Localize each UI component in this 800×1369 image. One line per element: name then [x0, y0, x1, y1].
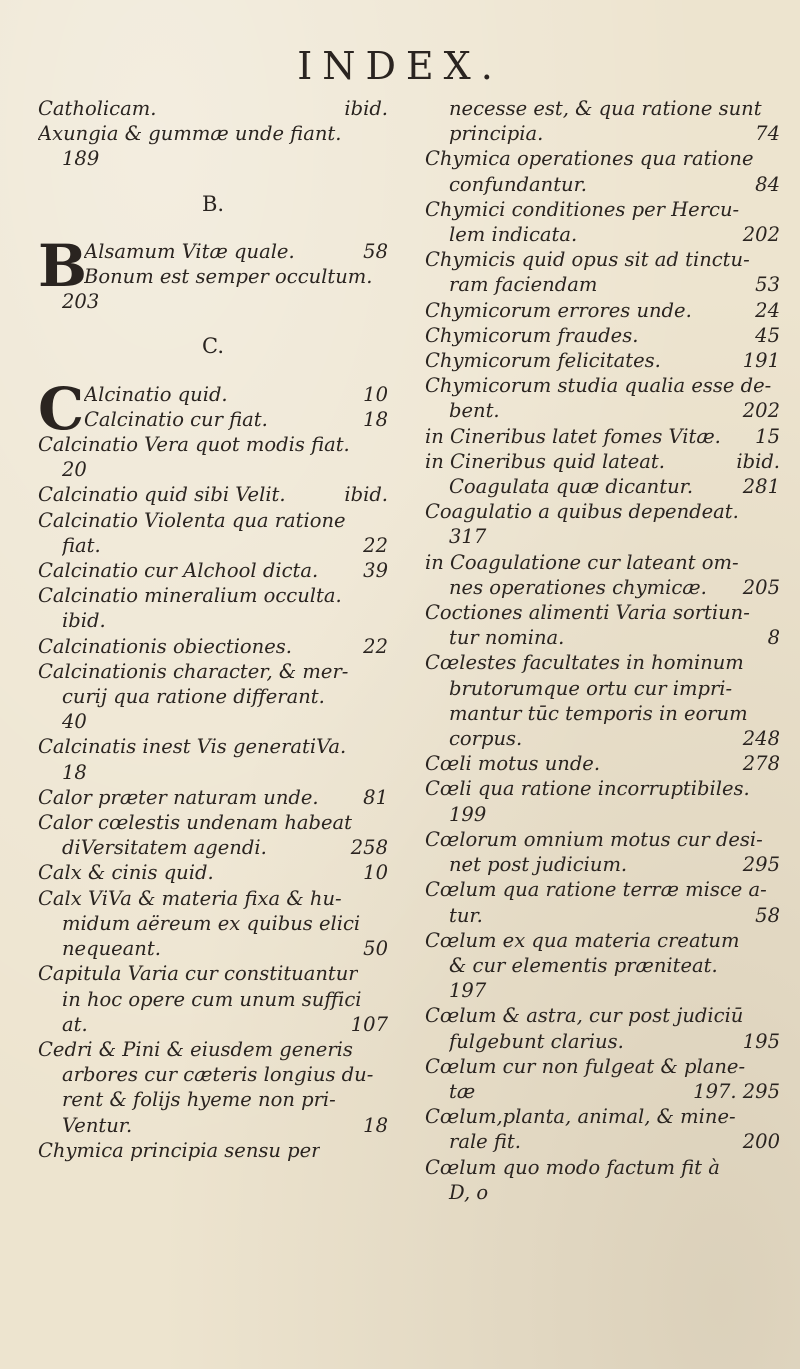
entry-text: rent & folijs hyeme non pri- — [62, 1088, 336, 1112]
index-entry — [425, 449, 780, 474]
index-entry — [425, 600, 780, 625]
entry-page — [382, 911, 388, 936]
index-entry — [425, 1104, 780, 1129]
entry-page — [382, 886, 388, 911]
entry-text: Alsamum Vitæ quale. — [84, 239, 295, 263]
index-entry — [38, 1113, 388, 1138]
entry-text: Chymica principia sensu per — [38, 1138, 321, 1162]
entry-page: 24 — [755, 298, 780, 322]
entry-text: Chymicorum errores unde. — [425, 298, 692, 322]
entry-text: curij qua ratione differant. — [62, 685, 325, 709]
index-entry — [425, 323, 780, 348]
entry-page — [382, 810, 388, 835]
right-column — [425, 96, 780, 1205]
page-title: INDEX. — [297, 44, 503, 88]
index-entry — [425, 1129, 780, 1154]
entry-page — [774, 701, 780, 726]
entry-text: corpus. — [449, 727, 523, 751]
entry-text: confundantur. — [449, 172, 587, 196]
entry-page — [382, 608, 388, 633]
index-entry — [38, 407, 388, 432]
entry-text: Cœlum & astra, cur post judiciū — [425, 1004, 744, 1028]
entry-page: 203 — [62, 290, 100, 314]
index-entry — [38, 987, 388, 1012]
entry-text: Calcinatis inest Vis generatiVa. — [38, 735, 347, 759]
entry-text: in Cineribus quid lateat. — [425, 449, 665, 473]
entry-text: Cœlum cur non fulgeat & plane- — [425, 1054, 746, 1078]
entry-page — [382, 264, 388, 289]
entry-page: 197. 295 — [693, 1079, 780, 1103]
index-entry — [38, 659, 388, 684]
entry-page — [774, 676, 780, 701]
entry-page — [774, 247, 780, 272]
index-entry — [38, 810, 388, 835]
index-entry — [425, 903, 780, 928]
index-entry — [38, 239, 388, 264]
index-entry — [425, 953, 780, 978]
entry-page: 205 — [742, 575, 780, 599]
entry-page: 45 — [755, 323, 780, 347]
index-entry — [425, 96, 780, 121]
index-entry — [425, 1079, 780, 1104]
index-entry — [425, 751, 780, 776]
index-entry — [38, 734, 388, 759]
entry-text: in Coagulatione cur lateant om- — [425, 550, 739, 574]
entry-page — [382, 734, 388, 759]
index-entry — [425, 852, 780, 877]
entry-text: ram faciendam — [449, 273, 598, 297]
index-entry — [425, 726, 780, 751]
index-entry — [425, 348, 780, 373]
entry-page: 191 — [742, 349, 780, 373]
entry-text: Cœlestes facultates in hominum — [425, 651, 744, 675]
index-entry — [425, 827, 780, 852]
entry-page — [382, 659, 388, 684]
index-entry — [38, 911, 388, 936]
entry-text: Cœli motus unde. — [425, 752, 601, 776]
entry-page: 10 — [363, 382, 388, 406]
entry-page — [382, 508, 388, 533]
entry-page: D, o — [449, 1180, 489, 1204]
entry-page: 248 — [742, 727, 780, 751]
index-entry — [425, 1054, 780, 1079]
entry-page — [774, 96, 780, 121]
index-entry — [425, 172, 780, 197]
dropcap-c: C — [38, 374, 85, 443]
entry-page — [774, 953, 780, 978]
entry-page — [774, 499, 780, 524]
index-entry — [38, 760, 388, 785]
entry-text: lem indicata. — [449, 223, 578, 247]
entry-text: Calcinatio quid sibi Velit. — [38, 483, 286, 507]
entry-page: 18 — [363, 407, 388, 431]
entry-text: Alcinatio quid. — [84, 382, 228, 406]
entry-text: at. — [62, 1012, 88, 1036]
entry-page: 15 — [755, 424, 780, 448]
index-entry — [38, 1062, 388, 1087]
index-entry — [38, 608, 388, 633]
index-entry — [38, 835, 388, 860]
index-entry — [38, 146, 388, 171]
entry-page: 18 — [363, 1113, 388, 1137]
entry-page: 40 — [62, 710, 87, 734]
index-entry — [425, 776, 780, 801]
entry-page — [774, 1054, 780, 1079]
entry-page: 84 — [755, 172, 780, 196]
index-entry — [425, 802, 780, 827]
index-entry — [425, 1155, 780, 1180]
entry-text: Cœlorum omnium motus cur desi- — [425, 827, 763, 851]
entry-text: Bonum est semper occultum. — [84, 265, 373, 289]
index-entry — [425, 121, 780, 146]
entry-text: nes operationes chymicæ. — [449, 575, 707, 599]
entry-text: Calcinatio cur Alchool dicta. — [38, 559, 319, 583]
entry-page — [382, 121, 388, 146]
index-entry — [38, 860, 388, 885]
entry-page — [774, 197, 780, 222]
entry-page — [774, 373, 780, 398]
entry-text: Calor cœlestis undenam habeat — [38, 811, 352, 835]
entry-page: 202 — [742, 399, 780, 423]
index-entry — [38, 289, 388, 314]
entry-text: Calx & cinis quid. — [38, 861, 214, 885]
section-c-block — [38, 374, 388, 1163]
index-entry — [38, 1037, 388, 1062]
entry-text: Calcinationis obiectiones. — [38, 634, 292, 658]
index-entry — [425, 978, 780, 1003]
entry-page — [774, 146, 780, 171]
entry-page — [382, 1138, 388, 1163]
index-entry — [425, 575, 780, 600]
entry-text: rale fit. — [449, 1130, 521, 1154]
index-entry — [38, 96, 388, 121]
index-entry — [425, 676, 780, 701]
entry-text: nequeant. — [62, 937, 161, 961]
index-entry — [38, 785, 388, 810]
entry-text: Cœlum qua ratione terræ misce a- — [425, 878, 767, 902]
entry-text: Coagulata quæ dicantur. — [449, 475, 694, 499]
entry-text: Calor præter naturam unde. — [38, 785, 319, 809]
entry-text: tur nomina. — [449, 626, 565, 650]
entry-page: 189 — [62, 147, 100, 171]
entry-page: 10 — [363, 861, 388, 885]
entry-page: 74 — [755, 122, 780, 146]
entry-text: fulgebunt clarius. — [449, 1029, 624, 1053]
entry-page — [382, 987, 388, 1012]
section-b-block — [38, 231, 388, 315]
index-entry — [425, 222, 780, 247]
entry-page: 58 — [755, 903, 780, 927]
entry-text: net post judicium. — [449, 853, 628, 877]
entry-page: 199 — [449, 802, 487, 826]
index-entry — [38, 482, 388, 507]
index-entry — [38, 533, 388, 558]
entry-page: 200 — [742, 1130, 780, 1154]
entry-page — [774, 650, 780, 675]
entry-text: mantur tūc temporis in eorum — [449, 701, 748, 725]
entry-text: Cedri & Pini & eiusdem generis — [38, 1037, 353, 1061]
entry-page: 18 — [62, 760, 87, 784]
entry-text: Coctiones alimenti Varia sortiun- — [425, 601, 750, 625]
entry-text: Catholicam. — [38, 97, 157, 120]
index-entry — [38, 634, 388, 659]
entry-text: Calcinatio cur fiat. — [84, 407, 268, 431]
entry-text: & cur elementis præniteat. — [449, 953, 718, 977]
index-entry — [38, 709, 388, 734]
entry-page: 107 — [350, 1012, 388, 1036]
index-entry — [425, 146, 780, 171]
entry-page — [382, 1087, 388, 1112]
index-entry — [425, 701, 780, 726]
entry-text: tur. — [449, 903, 483, 927]
entry-page — [774, 877, 780, 902]
entry-text: Capitula Varia cur constituantur — [38, 962, 358, 986]
index-entry — [38, 264, 388, 289]
entry-text: Cœlum quo modo factum fit à — [425, 1155, 720, 1179]
index-entry — [38, 558, 388, 583]
entry-text: Chymici conditiones per Hercu- — [425, 197, 740, 221]
entry-page: ibid. — [344, 97, 388, 120]
entry-page — [382, 961, 388, 986]
entry-text: Calcinationis character, & mer- — [38, 659, 349, 683]
index-entry — [425, 550, 780, 575]
entry-page — [774, 776, 780, 801]
entry-page: 8 — [767, 626, 780, 650]
entry-page: 22 — [363, 634, 388, 658]
entry-page: 39 — [363, 559, 388, 583]
entry-page: ibid. — [736, 449, 780, 473]
entry-page — [382, 684, 388, 709]
entry-text: arbores cur cæteris longius du- — [62, 1063, 374, 1087]
index-entry — [425, 524, 780, 549]
index-entry — [38, 583, 388, 608]
index-entry — [425, 1180, 780, 1205]
index-entry — [425, 1003, 780, 1028]
entry-text: necesse est, & qua ratione sunt — [449, 97, 762, 120]
index-entry — [38, 457, 388, 482]
index-entry — [425, 625, 780, 650]
entry-page: 278 — [742, 752, 780, 776]
entry-text: ibid. — [62, 609, 106, 633]
entry-page — [774, 1104, 780, 1129]
index-entry — [38, 432, 388, 457]
entry-page: 58 — [363, 239, 388, 263]
index-entry — [38, 382, 388, 407]
entry-page — [774, 1003, 780, 1028]
index-entry — [38, 1138, 388, 1163]
entry-text: Calcinatio Vera quot modis fiat. — [38, 433, 350, 457]
entry-page: 295 — [742, 853, 780, 877]
index-entry — [425, 424, 780, 449]
index-entry — [425, 877, 780, 902]
index-entry — [425, 373, 780, 398]
entry-text: in Cineribus latet fomes Vitæ. — [425, 424, 721, 448]
entry-text: Cœlum,planta, animal, & mine- — [425, 1105, 736, 1129]
index-entry — [38, 936, 388, 961]
entry-page — [382, 1062, 388, 1087]
entry-text: Cœlum ex qua materia creatum — [425, 928, 740, 952]
index-entry — [38, 1087, 388, 1112]
entry-page: 317 — [449, 525, 487, 549]
entry-text: Cœli qua ratione incorruptibiles. — [425, 777, 750, 801]
entry-text: Chymica operationes qua ratione — [425, 147, 754, 171]
index-entry — [425, 1029, 780, 1054]
entry-text: diVersitatem agendi. — [62, 836, 267, 860]
entry-page: 197 — [449, 979, 487, 1003]
index-entry — [425, 928, 780, 953]
entry-page — [774, 600, 780, 625]
index-entry — [38, 508, 388, 533]
entry-page — [382, 1037, 388, 1062]
index-entry — [425, 247, 780, 272]
entry-text: brutorumque ortu cur impri- — [449, 676, 733, 700]
entry-page: 20 — [62, 458, 87, 482]
entry-page — [774, 1155, 780, 1180]
entry-text: fiat. — [62, 533, 101, 557]
entry-text: Axungia & gummæ unde fiant. — [38, 122, 342, 146]
index-entry — [425, 499, 780, 524]
left-column — [38, 96, 388, 1163]
entry-page: ibid. — [344, 483, 388, 507]
index-entry — [425, 197, 780, 222]
entry-text: bent. — [449, 399, 500, 423]
entry-page — [774, 827, 780, 852]
entry-text: Chymicorum fraudes. — [425, 323, 639, 347]
index-entry — [425, 650, 780, 675]
entry-page: 202 — [742, 223, 780, 247]
entry-page: 53 — [755, 273, 780, 297]
entry-text: Calcinatio Violenta qua ratione — [38, 508, 346, 532]
entry-text: midum aëreum ex quibus elici — [62, 911, 361, 935]
entry-text: tæ — [449, 1079, 476, 1103]
index-entry — [425, 298, 780, 323]
section-letter-c: C. — [202, 334, 224, 359]
entry-text: Chymicorum studia qualia esse de- — [425, 374, 772, 398]
index-entry — [425, 474, 780, 499]
entry-text: Coagulatio a quibus dependeat. — [425, 500, 739, 524]
index-entry — [38, 1012, 388, 1037]
entry-text: in hoc opere cum unum suffici — [62, 987, 362, 1011]
section-letter-b: B. — [201, 191, 225, 216]
entry-page — [774, 550, 780, 575]
index-entry — [425, 272, 780, 297]
entry-page: 81 — [363, 785, 388, 809]
entry-text: principia. — [449, 122, 544, 146]
index-entry — [38, 121, 388, 146]
entry-page: 195 — [742, 1029, 780, 1053]
index-entry — [38, 684, 388, 709]
entry-text: Chymicis quid opus sit ad tinctu- — [425, 248, 750, 272]
entry-text: Ventur. — [62, 1113, 133, 1137]
entry-page: 258 — [350, 836, 388, 860]
entry-page — [774, 928, 780, 953]
entry-page — [382, 583, 388, 608]
entry-page: 22 — [363, 533, 388, 557]
entry-text: Calcinatio mineralium occulta. — [38, 584, 342, 608]
entry-text: Chymicorum felicitates. — [425, 349, 661, 373]
entry-page: 50 — [363, 937, 388, 961]
index-entry — [38, 961, 388, 986]
entry-page — [382, 432, 388, 457]
entry-text: Calx ViVa & materia fixa & hu- — [38, 886, 342, 910]
index-entry — [425, 398, 780, 423]
index-entry — [38, 886, 388, 911]
dropcap-b: B — [38, 231, 88, 300]
entry-page: 281 — [742, 475, 780, 499]
